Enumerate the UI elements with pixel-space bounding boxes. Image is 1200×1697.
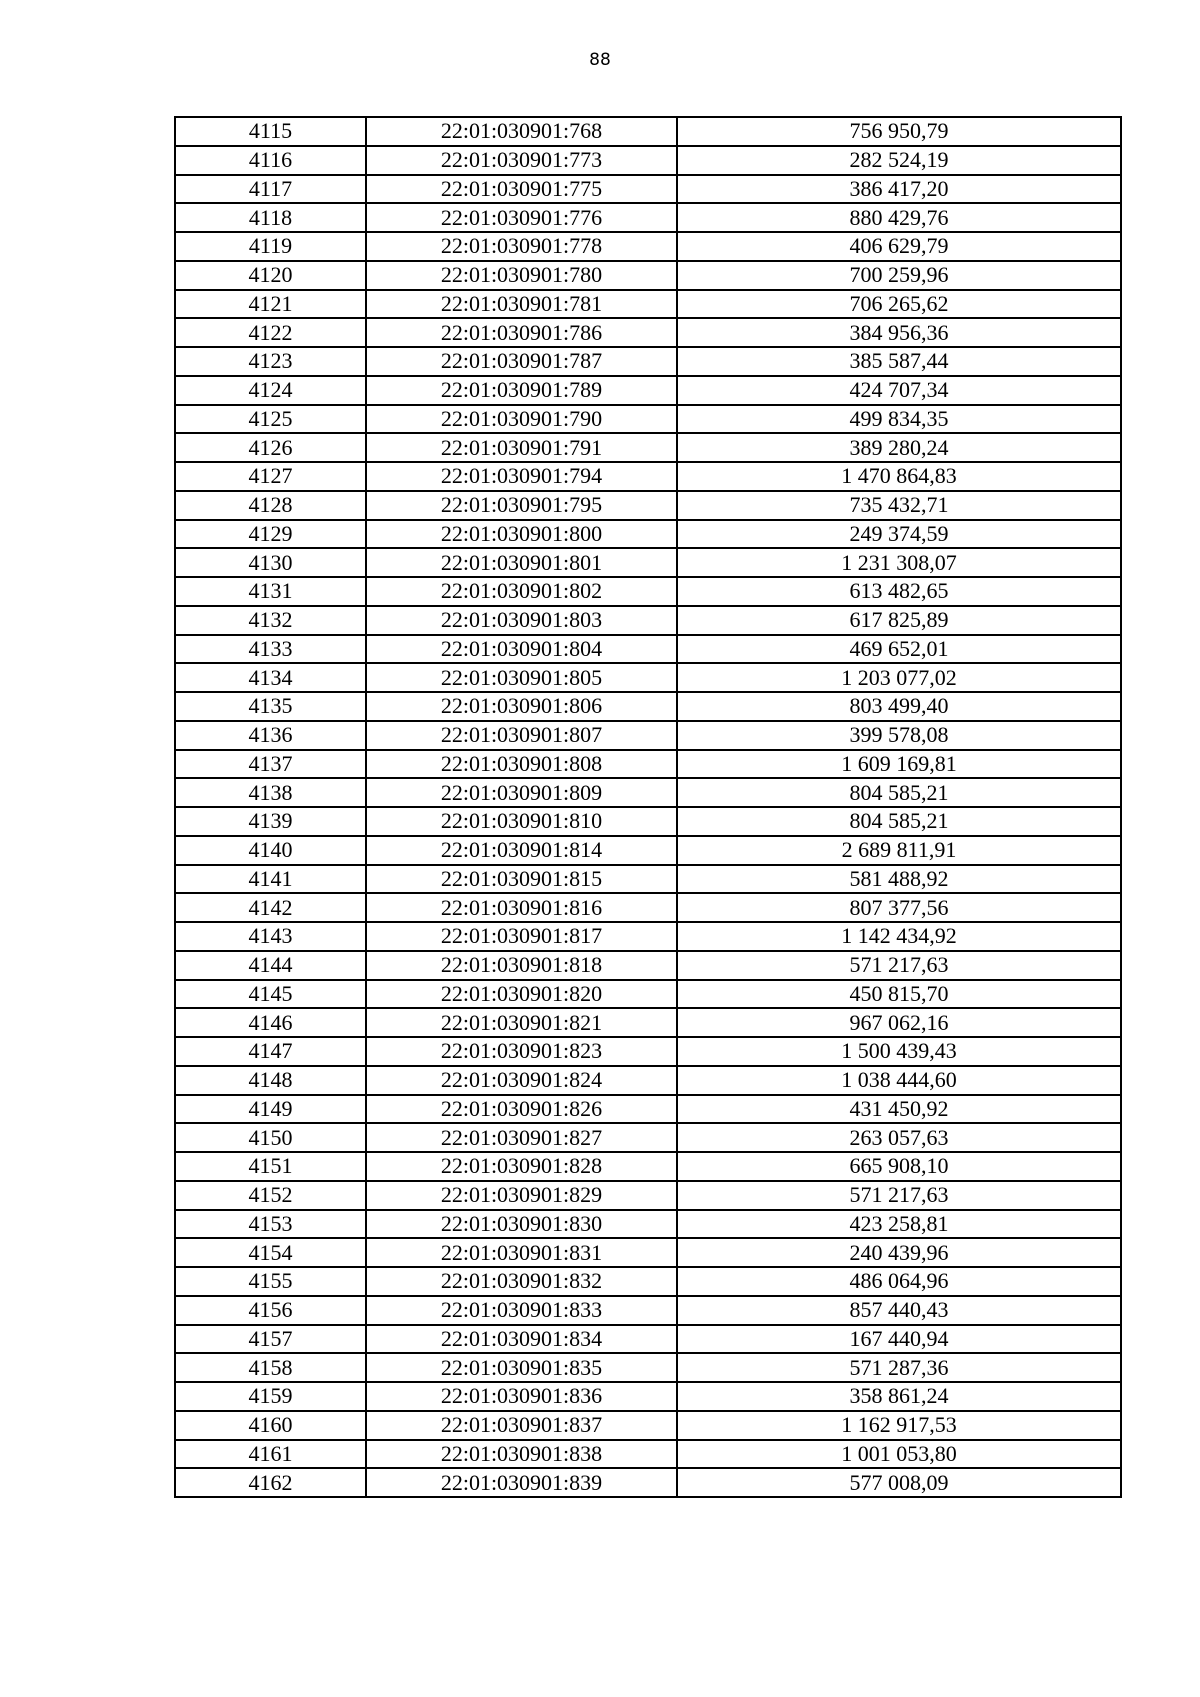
row-number-cell: 4133 (175, 635, 366, 664)
row-number-cell: 4120 (175, 261, 366, 290)
row-number-cell: 4125 (175, 405, 366, 434)
cadastral-number-cell: 22:01:030901:828 (366, 1152, 677, 1181)
cadastral-number-cell: 22:01:030901:809 (366, 778, 677, 807)
cadastral-number-cell: 22:01:030901:818 (366, 951, 677, 980)
cadastral-number-cell: 22:01:030901:838 (366, 1440, 677, 1469)
row-number-cell: 4127 (175, 462, 366, 491)
table-row (175, 807, 1121, 836)
value-cell: 1 609 169,81 (677, 750, 1121, 779)
page-number: 88 (589, 50, 611, 70)
cadastral-number-cell: 22:01:030901:781 (366, 290, 677, 319)
row-number-cell: 4162 (175, 1468, 366, 1497)
value-cell: 1 231 308,07 (677, 548, 1121, 577)
value-cell: 385 587,44 (677, 347, 1121, 376)
row-number-cell: 4154 (175, 1238, 366, 1267)
value-cell: 423 258,81 (677, 1210, 1121, 1239)
table-row (175, 433, 1121, 462)
row-number-cell: 4157 (175, 1325, 366, 1354)
table-row (175, 1411, 1121, 1440)
row-number-cell: 4136 (175, 721, 366, 750)
row-number-cell: 4140 (175, 836, 366, 865)
table-row (175, 318, 1121, 347)
table-row (175, 462, 1121, 491)
cadastral-number-cell: 22:01:030901:768 (366, 117, 677, 146)
row-number-cell: 4151 (175, 1152, 366, 1181)
cadastral-number-cell: 22:01:030901:790 (366, 405, 677, 434)
cadastral-number-cell: 22:01:030901:830 (366, 1210, 677, 1239)
table-row (175, 1008, 1121, 1037)
cadastral-number-cell: 22:01:030901:808 (366, 750, 677, 779)
value-cell: 857 440,43 (677, 1296, 1121, 1325)
cadastral-number-cell: 22:01:030901:786 (366, 318, 677, 347)
table-row (175, 1238, 1121, 1267)
row-number-cell: 4139 (175, 807, 366, 836)
cadastral-number-cell: 22:01:030901:789 (366, 376, 677, 405)
row-number-cell: 4147 (175, 1037, 366, 1066)
table-row (175, 1037, 1121, 1066)
value-cell: 665 908,10 (677, 1152, 1121, 1181)
cadastral-number-cell: 22:01:030901:827 (366, 1123, 677, 1152)
table-row (175, 203, 1121, 232)
cadastral-number-cell: 22:01:030901:814 (366, 836, 677, 865)
cadastral-number-cell: 22:01:030901:791 (366, 433, 677, 462)
value-cell: 700 259,96 (677, 261, 1121, 290)
row-number-cell: 4141 (175, 865, 366, 894)
table-row (175, 721, 1121, 750)
value-cell: 389 280,24 (677, 433, 1121, 462)
table-row (175, 175, 1121, 204)
row-number-cell: 4119 (175, 232, 366, 261)
table-row (175, 1181, 1121, 1210)
cadastral-value-table (174, 116, 1122, 1498)
row-number-cell: 4150 (175, 1123, 366, 1152)
value-cell: 1 001 053,80 (677, 1440, 1121, 1469)
value-cell: 571 217,63 (677, 1181, 1121, 1210)
cadastral-number-cell: 22:01:030901:801 (366, 548, 677, 577)
cadastral-number-cell: 22:01:030901:806 (366, 692, 677, 721)
value-cell: 240 439,96 (677, 1238, 1121, 1267)
table-row (175, 491, 1121, 520)
row-number-cell: 4142 (175, 893, 366, 922)
table-row (175, 1210, 1121, 1239)
row-number-cell: 4121 (175, 290, 366, 319)
cadastral-number-cell: 22:01:030901:824 (366, 1066, 677, 1095)
value-cell: 358 861,24 (677, 1382, 1121, 1411)
table-body (175, 117, 1121, 1497)
table-row (175, 951, 1121, 980)
value-cell: 406 629,79 (677, 232, 1121, 261)
value-cell: 469 652,01 (677, 635, 1121, 664)
table-row (175, 606, 1121, 635)
table-row (175, 347, 1121, 376)
cadastral-number-cell: 22:01:030901:780 (366, 261, 677, 290)
row-number-cell: 4161 (175, 1440, 366, 1469)
row-number-cell: 4159 (175, 1382, 366, 1411)
value-cell: 617 825,89 (677, 606, 1121, 635)
table-row (175, 836, 1121, 865)
value-cell: 424 707,34 (677, 376, 1121, 405)
cadastral-number-cell: 22:01:030901:776 (366, 203, 677, 232)
value-cell: 1 470 864,83 (677, 462, 1121, 491)
cadastral-number-cell: 22:01:030901:837 (366, 1411, 677, 1440)
row-number-cell: 4118 (175, 203, 366, 232)
cadastral-number-cell: 22:01:030901:833 (366, 1296, 677, 1325)
row-number-cell: 4137 (175, 750, 366, 779)
value-cell: 581 488,92 (677, 865, 1121, 894)
table-row (175, 1123, 1121, 1152)
cadastral-number-cell: 22:01:030901:815 (366, 865, 677, 894)
row-number-cell: 4129 (175, 520, 366, 549)
row-number-cell: 4146 (175, 1008, 366, 1037)
row-number-cell: 4126 (175, 433, 366, 462)
row-number-cell: 4135 (175, 692, 366, 721)
cadastral-number-cell: 22:01:030901:826 (366, 1095, 677, 1124)
value-cell: 803 499,40 (677, 692, 1121, 721)
cadastral-number-cell: 22:01:030901:773 (366, 146, 677, 175)
table-row (175, 376, 1121, 405)
row-number-cell: 4117 (175, 175, 366, 204)
cadastral-number-cell: 22:01:030901:816 (366, 893, 677, 922)
cadastral-number-cell: 22:01:030901:778 (366, 232, 677, 261)
value-cell: 386 417,20 (677, 175, 1121, 204)
table-row (175, 520, 1121, 549)
value-cell: 571 217,63 (677, 951, 1121, 980)
cadastral-number-cell: 22:01:030901:836 (366, 1382, 677, 1411)
row-number-cell: 4116 (175, 146, 366, 175)
table-row (175, 893, 1121, 922)
cadastral-number-cell: 22:01:030901:810 (366, 807, 677, 836)
value-cell: 1 162 917,53 (677, 1411, 1121, 1440)
table-row (175, 146, 1121, 175)
cadastral-number-cell: 22:01:030901:820 (366, 980, 677, 1009)
row-number-cell: 4153 (175, 1210, 366, 1239)
value-cell: 735 432,71 (677, 491, 1121, 520)
value-cell: 384 956,36 (677, 318, 1121, 347)
table-row (175, 1325, 1121, 1354)
table-row (175, 692, 1121, 721)
row-number-cell: 4155 (175, 1267, 366, 1296)
cadastral-number-cell: 22:01:030901:823 (366, 1037, 677, 1066)
value-cell: 499 834,35 (677, 405, 1121, 434)
row-number-cell: 4134 (175, 663, 366, 692)
value-cell: 450 815,70 (677, 980, 1121, 1009)
table-row (175, 635, 1121, 664)
cadastral-number-cell: 22:01:030901:835 (366, 1353, 677, 1382)
value-cell: 1 038 444,60 (677, 1066, 1121, 1095)
table-row (175, 922, 1121, 951)
value-cell: 249 374,59 (677, 520, 1121, 549)
value-cell: 967 062,16 (677, 1008, 1121, 1037)
table-row (175, 980, 1121, 1009)
table-row (175, 1095, 1121, 1124)
cadastral-number-cell: 22:01:030901:821 (366, 1008, 677, 1037)
table-row (175, 865, 1121, 894)
value-cell: 399 578,08 (677, 721, 1121, 750)
cadastral-number-cell: 22:01:030901:802 (366, 577, 677, 606)
cadastral-number-cell: 22:01:030901:805 (366, 663, 677, 692)
table-row (175, 1382, 1121, 1411)
table-row (175, 1296, 1121, 1325)
table-row (175, 548, 1121, 577)
value-cell: 263 057,63 (677, 1123, 1121, 1152)
value-cell: 807 377,56 (677, 893, 1121, 922)
value-cell: 431 450,92 (677, 1095, 1121, 1124)
cadastral-number-cell: 22:01:030901:817 (366, 922, 677, 951)
value-cell: 804 585,21 (677, 778, 1121, 807)
value-cell: 571 287,36 (677, 1353, 1121, 1382)
cadastral-number-cell: 22:01:030901:839 (366, 1468, 677, 1497)
table-row (175, 1152, 1121, 1181)
table-row (175, 405, 1121, 434)
cadastral-number-cell: 22:01:030901:800 (366, 520, 677, 549)
row-number-cell: 4123 (175, 347, 366, 376)
row-number-cell: 4144 (175, 951, 366, 980)
table-row (175, 778, 1121, 807)
table-row (175, 1267, 1121, 1296)
row-number-cell: 4143 (175, 922, 366, 951)
cadastral-number-cell: 22:01:030901:831 (366, 1238, 677, 1267)
cadastral-number-cell: 22:01:030901:803 (366, 606, 677, 635)
cadastral-number-cell: 22:01:030901:794 (366, 462, 677, 491)
value-cell: 577 008,09 (677, 1468, 1121, 1497)
cadastral-number-cell: 22:01:030901:807 (366, 721, 677, 750)
value-cell: 706 265,62 (677, 290, 1121, 319)
cadastral-number-cell: 22:01:030901:804 (366, 635, 677, 664)
row-number-cell: 4128 (175, 491, 366, 520)
table-row (175, 577, 1121, 606)
table-row (175, 232, 1121, 261)
row-number-cell: 4138 (175, 778, 366, 807)
value-cell: 756 950,79 (677, 117, 1121, 146)
value-cell: 2 689 811,91 (677, 836, 1121, 865)
cadastral-number-cell: 22:01:030901:775 (366, 175, 677, 204)
value-cell: 1 142 434,92 (677, 922, 1121, 951)
value-cell: 167 440,94 (677, 1325, 1121, 1354)
table-row (175, 290, 1121, 319)
row-number-cell: 4131 (175, 577, 366, 606)
row-number-cell: 4152 (175, 1181, 366, 1210)
value-cell: 1 203 077,02 (677, 663, 1121, 692)
row-number-cell: 4145 (175, 980, 366, 1009)
table-row (175, 1353, 1121, 1382)
value-cell: 613 482,65 (677, 577, 1121, 606)
row-number-cell: 4156 (175, 1296, 366, 1325)
row-number-cell: 4130 (175, 548, 366, 577)
row-number-cell: 4124 (175, 376, 366, 405)
row-number-cell: 4122 (175, 318, 366, 347)
table-row (175, 750, 1121, 779)
value-cell: 880 429,76 (677, 203, 1121, 232)
cadastral-number-cell: 22:01:030901:795 (366, 491, 677, 520)
row-number-cell: 4132 (175, 606, 366, 635)
cadastral-number-cell: 22:01:030901:832 (366, 1267, 677, 1296)
cadastral-number-cell: 22:01:030901:834 (366, 1325, 677, 1354)
value-cell: 282 524,19 (677, 146, 1121, 175)
row-number-cell: 4115 (175, 117, 366, 146)
cadastral-number-cell: 22:01:030901:787 (366, 347, 677, 376)
row-number-cell: 4148 (175, 1066, 366, 1095)
row-number-cell: 4149 (175, 1095, 366, 1124)
table-row (175, 1468, 1121, 1497)
table-row (175, 663, 1121, 692)
table-row (175, 261, 1121, 290)
table-row (175, 1440, 1121, 1469)
cadastral-number-cell: 22:01:030901:829 (366, 1181, 677, 1210)
row-number-cell: 4158 (175, 1353, 366, 1382)
row-number-cell: 4160 (175, 1411, 366, 1440)
value-cell: 486 064,96 (677, 1267, 1121, 1296)
value-cell: 1 500 439,43 (677, 1037, 1121, 1066)
table-row (175, 117, 1121, 146)
value-cell: 804 585,21 (677, 807, 1121, 836)
table-row (175, 1066, 1121, 1095)
